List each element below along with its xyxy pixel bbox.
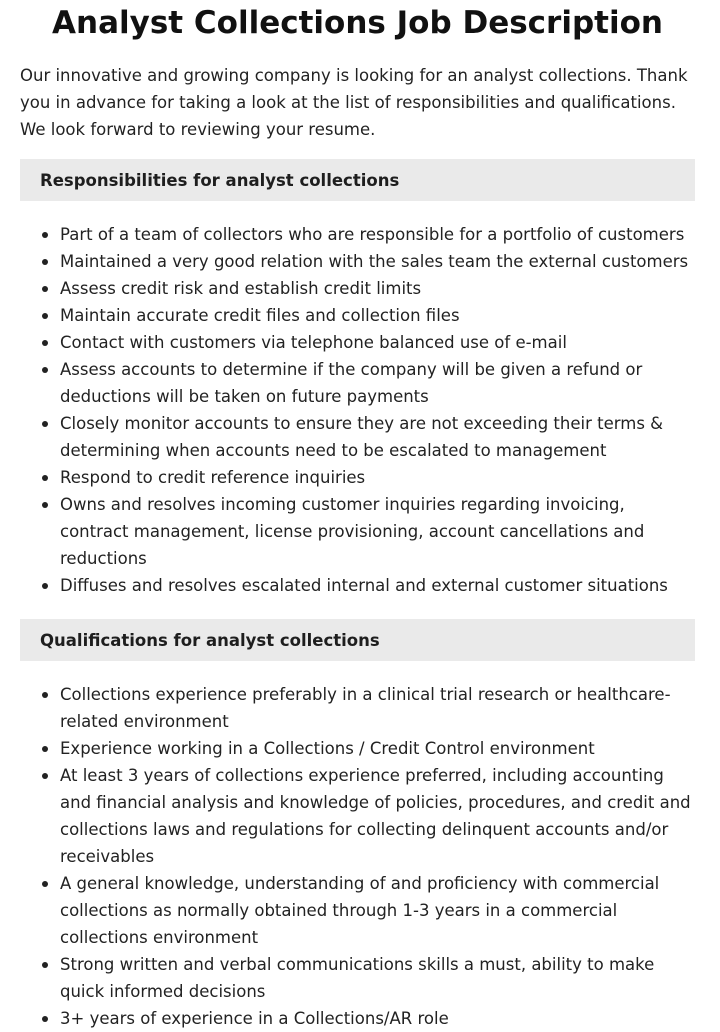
responsibilities-list (20, 221, 695, 599)
list-item: Maintained a very good relation with the sales team the external customers (60, 248, 695, 275)
list-item: Contact with customers via telephone balanced use of e-mail (60, 329, 695, 356)
list-item: Maintain accurate credit files and collection files (60, 302, 695, 329)
list-item: Experience working in a Collections / Credit Control environment (60, 735, 695, 762)
qualifications-heading: Qualifications for analyst collections (20, 619, 695, 661)
list-item: A general knowledge, understanding of and proficiency with commercial collections as normally obtained through 1-3 years in a commercial collections environment (60, 870, 695, 951)
list-item: At least 3 years of collections experience preferred, including accounting and financial analysis and knowledge of policies, procedures, and credit and collections laws and regulations for collecting delinquent accounts and/or receivables (60, 762, 695, 870)
list-item: Owns and resolves incoming customer inquiries regarding invoicing, contract management, license provisioning, account cancellations and reductions (60, 491, 695, 572)
list-item: Collections experience preferably in a clinical trial research or healthcare-related environment (60, 681, 695, 735)
list-item: Respond to credit reference inquiries (60, 464, 695, 491)
qualifications-list (20, 681, 695, 1032)
list-item: Part of a team of collectors who are responsible for a portfolio of customers (60, 221, 695, 248)
list-item: Strong written and verbal communications skills a must, ability to make quick informed decisions (60, 951, 695, 1005)
responsibilities-heading: Responsibilities for analyst collections (20, 159, 695, 201)
list-item: 3+ years of experience in a Collections/AR role (60, 1005, 695, 1032)
list-item: Diffuses and resolves escalated internal and external customer situations (60, 572, 695, 599)
intro-paragraph: Our innovative and growing company is looking for an analyst collections. Thank you in advance for taking a look at the list of responsibilities and qualifications. We look forward to reviewing your resume. (20, 66, 688, 139)
page-title: Analyst Collections Job Description (52, 5, 663, 41)
list-item: Assess accounts to determine if the company will be given a refund or deductions will be taken on future payments (60, 356, 695, 410)
list-item: Closely monitor accounts to ensure they are not exceeding their terms & determining when accounts need to be escalated to management (60, 410, 695, 464)
list-item: Assess credit risk and establish credit limits (60, 275, 695, 302)
